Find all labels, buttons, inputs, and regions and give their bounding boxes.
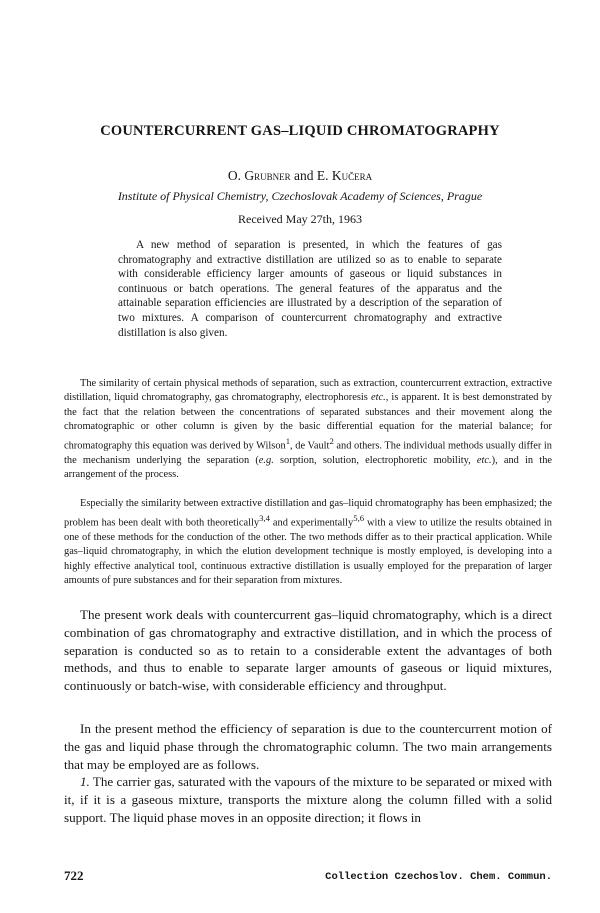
- intro-paragraph-2: [64, 497, 552, 588]
- received-date: Received May 27th, 1963: [238, 212, 362, 226]
- page-number: 722: [64, 868, 84, 883]
- text-run: ), and in the arrangement of the process.: [64, 454, 552, 481]
- reference-superscript: 2: [329, 436, 334, 447]
- text-run-italic: etc.: [370, 392, 386, 404]
- abstract: A new method of separation is presented, in which the features of gas chromatography and extractive distillation are utilized so as to enable to separate with considerable efficiency larger amounts of gaseous or liquid substances in continuous or batch operations. The general features of the apparatus and the attainable separation efficiencies are illustrated by a description of the separation of two mixtures. A comparison of countercurrent chromatography and extractive distillation is also given.: [118, 239, 502, 339]
- text-run: with a view to utilize the results obtained in one of these methods for the conduction of the other. The two methods differ as to their practical application. While gas–liquid chromatography, in which the elution development technique is mostly employed, is developing into a highly effective analytical tool, continuous extractive distillation is usually employed for the preparation of larger amounts of pure substances and for their separation from mixtures.: [64, 517, 552, 586]
- author-kucera: E. Kučera: [316, 168, 373, 183]
- text-run: sorption, solution, electrophoretic mobility,: [273, 454, 477, 466]
- paper-title: COUNTERCURRENT GAS–LIQUID CHROMATOGRAPHY: [100, 123, 500, 139]
- body-paragraph-3: [64, 773, 552, 826]
- reference-superscript: 3,4: [259, 513, 270, 524]
- text-run: Especially the similarity between extractive distillation and gas–liquid chromatography has been emphasized; the problem has been dealt with both theoretically: [64, 498, 552, 529]
- authors-line: [0, 168, 600, 184]
- text-run: and experimentally: [269, 517, 354, 529]
- reference-superscript: 5,6: [353, 513, 365, 524]
- text-run-italic: etc.: [476, 454, 492, 466]
- text-run: The carrier gas, saturated with the vapours of the mixture to be separated or mixed with it, if it is a gaseous mixture, transports the mixture along the column filled with a solid support. The liquid phase moves in an opposite direction; it flows in: [64, 774, 552, 825]
- text-run: , de Vault: [290, 440, 330, 452]
- author-join: and: [290, 168, 317, 183]
- body-paragraph-1: The present work deals with countercurrent gas–liquid chromatography, which is a direct combination of gas chromatography and extractive distillation, and in which the process of separation is conducted so as to retain to a considerable extent the advantages of both methods, and thus to enable to separate larger amounts of gaseous or liquid mixtures, continuously or batch-wise, with considerable efficiency and throughput.: [64, 607, 552, 694]
- author-grubner: O. Grubner: [227, 168, 291, 183]
- text-run: , is apparent. It is best demonstrated by the fact that the relation between the concentrations of separated substances and their movement along the chromatographic or other column is given by the basic differential equation for the material balance; for chromatography this equation was derived by Wilson: [64, 392, 553, 452]
- text-run-italic: e.g.: [258, 454, 274, 466]
- affiliation: Institute of Physical Chemistry, Czechoslovak Academy of Sciences, Prague: [117, 189, 483, 203]
- text-run: The similarity of certain physical methods of separation, such as extraction, countercurrent extraction, extractive distillation, liquid chromatography, gas chromatography, electrophoresis: [64, 378, 552, 404]
- journal-name: Collection Czechoslov. Chem. Commun.: [325, 871, 552, 883]
- body-paragraph-2: In the present method the efficiency of separation is due to the countercurrent motion of the gas and liquid phase through the chromatographic column. The two main arrangements that may be employed are as follows.: [64, 721, 552, 772]
- reference-superscript: 1: [285, 436, 291, 447]
- intro-paragraph-1: [64, 377, 552, 483]
- text-run: and others. The individual methods usually differ in the mechanism underlying the separation (: [64, 440, 552, 466]
- list-number: 1.: [80, 774, 90, 789]
